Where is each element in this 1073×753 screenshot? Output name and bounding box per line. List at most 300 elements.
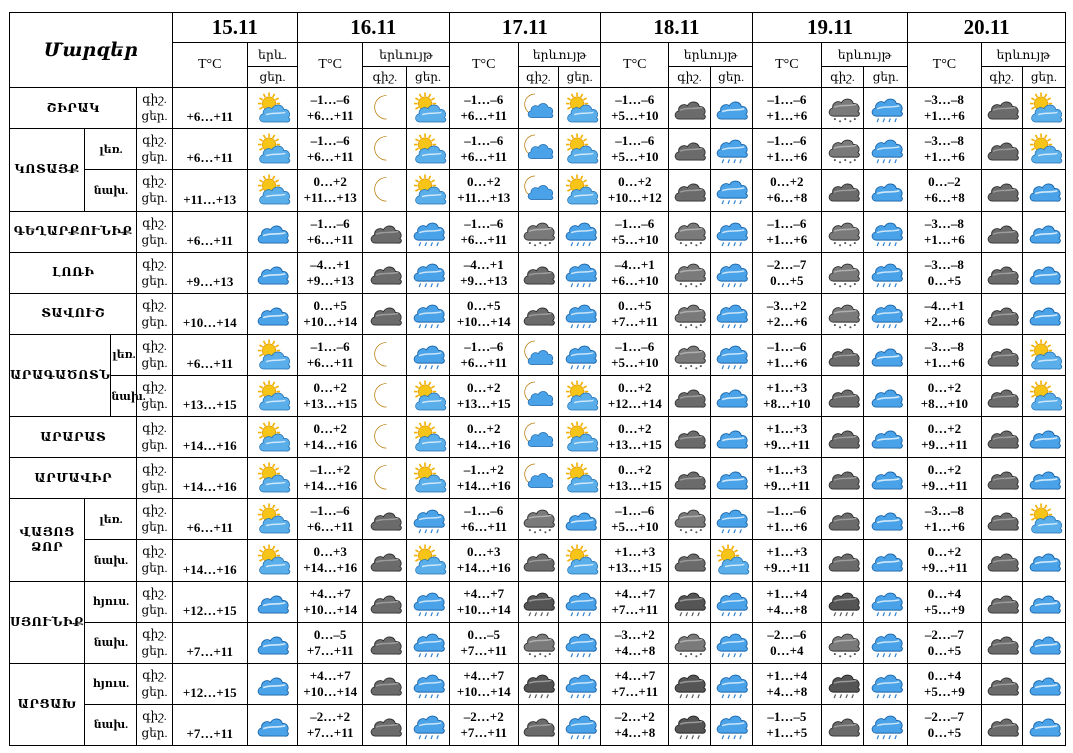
day-temp: +9…+11: [763, 437, 811, 453]
dark-cloud-icon: [518, 252, 558, 293]
dark-cloud-icon: [363, 540, 407, 581]
night-temp: 0…–2: [928, 174, 961, 190]
sun-cloud-icon: [247, 458, 297, 499]
temperature-cell: [908, 622, 981, 663]
temperature-cell: [908, 417, 981, 458]
day-temp: +4…+8: [614, 724, 656, 740]
temperature-cell: +6…+11: [172, 334, 247, 375]
moon-cloud-icon: [518, 129, 558, 170]
day-temp: +1…+6: [923, 231, 965, 247]
night-temp: +4…+7: [309, 585, 351, 601]
temperature-cell: [298, 704, 363, 745]
night-label: գիշ.: [142, 297, 167, 312]
night-day-label: [137, 211, 172, 252]
day-label: ցեր.: [141, 479, 168, 494]
night-day-label: [137, 581, 172, 622]
dark-cloud-icon: [363, 622, 407, 663]
sun-cloud-icon: [247, 88, 297, 129]
snow-cloud-icon: [518, 622, 558, 663]
temperature-cell: +6…+11: [172, 88, 247, 129]
night-temp: 0…+2: [770, 174, 804, 190]
dark-cloud-icon: [981, 704, 1022, 745]
blue-cloud-icon: [710, 458, 752, 499]
night-day-label: [137, 293, 172, 334]
temperature-cell: [908, 458, 981, 499]
rain-cloud-icon: [559, 211, 601, 252]
night-temp: +4…+7: [614, 667, 656, 683]
day-label: ցեր.: [141, 643, 168, 658]
day-temp: +6…+11: [306, 231, 354, 247]
moon-cloud-icon: [518, 170, 558, 211]
night-temp: 0…–5: [467, 626, 500, 642]
subregion-name: նախ.: [111, 375, 137, 416]
dark-cloud-icon: [981, 252, 1022, 293]
temperature-cell: [908, 293, 981, 334]
temp-header: T°C: [298, 43, 363, 88]
night-temp: 0…+5: [618, 297, 652, 313]
temperature-cell: [752, 293, 821, 334]
night-temp: +1…+4: [766, 667, 808, 683]
blue-cloud-icon: [864, 334, 908, 375]
rain-cloud-icon: [710, 252, 752, 293]
night-temp: –2…–7: [767, 256, 807, 272]
dark-cloud-icon: [981, 375, 1022, 416]
region-name: ԱՐՑԱԽ: [10, 663, 85, 745]
day-header: ցեր.: [407, 67, 449, 88]
temperature-cell: [449, 252, 518, 293]
dark-cloud-icon: [821, 540, 863, 581]
temperature-cell: [449, 375, 518, 416]
temperature-cell: [449, 129, 518, 170]
night-header: գիշ.: [821, 67, 863, 88]
blue-cloud-icon: [247, 211, 297, 252]
sun-cloud-icon: [407, 88, 449, 129]
night-day-label: [137, 252, 172, 293]
day-header: ցեր.: [247, 67, 297, 88]
temp-header: T°C: [172, 43, 247, 88]
region-name: ՍՅՈՒՆԻՔ: [10, 581, 85, 663]
night-temp: –4…+1: [614, 256, 655, 272]
moon-icon: [363, 458, 407, 499]
temperature-cell: [908, 252, 981, 293]
dark-cloud-icon: [821, 170, 863, 211]
rain-dark-icon: [669, 663, 710, 704]
rain-cloud-icon: [559, 334, 601, 375]
night-temp: +1…+3: [614, 544, 656, 560]
temperature-cell: [449, 170, 518, 211]
day-label: ցեր.: [141, 314, 168, 329]
day-temp: +9…+13: [306, 272, 354, 288]
temperature-cell: [449, 211, 518, 252]
snow-cloud-icon: [669, 293, 710, 334]
rain-cloud-icon: [407, 499, 449, 540]
night-label: գիշ.: [142, 462, 167, 477]
night-label: գիշ.: [142, 256, 167, 271]
day-label: ցեր.: [141, 438, 168, 453]
sun-cloud-icon: [559, 88, 601, 129]
temperature-cell: [908, 581, 981, 622]
day-temp: +1…+5: [766, 724, 808, 740]
snow-cloud-icon: [821, 88, 863, 129]
sun-cloud-icon: [247, 375, 297, 416]
temperature-cell: +14…+16: [172, 458, 247, 499]
night-temp: –1…–6: [464, 92, 504, 108]
region-name: ԿՈՏԱՅՔ: [10, 129, 85, 211]
day-temp: +6…+8: [923, 190, 965, 206]
day-temp: +11…+13: [303, 190, 357, 206]
rain-cloud-icon: [864, 581, 908, 622]
rain-cloud-icon: [864, 622, 908, 663]
temperature-cell: [752, 129, 821, 170]
rain-cloud-icon: [407, 622, 449, 663]
rain-dark-icon: [518, 581, 558, 622]
day-temp: +5…+10: [611, 149, 659, 165]
blue-cloud-icon: [1022, 417, 1065, 458]
night-temp: –1…–6: [767, 92, 807, 108]
temperature-cell: [908, 663, 981, 704]
dark-cloud-icon: [363, 293, 407, 334]
night-temp: +4…+7: [463, 667, 505, 683]
rain-cloud-icon: [559, 293, 601, 334]
blue-cloud-icon: [1022, 293, 1065, 334]
rain-cloud-icon: [407, 211, 449, 252]
temperature-cell: [449, 540, 518, 581]
day-temp: 0…+5: [770, 272, 804, 288]
rain-dark-icon: [821, 581, 863, 622]
temperature-cell: +7…+11: [172, 704, 247, 745]
moon-icon: [363, 417, 407, 458]
day-temp: +6…+10: [611, 272, 659, 288]
dark-cloud-icon: [363, 663, 407, 704]
dark-cloud-icon: [981, 129, 1022, 170]
day-temp: +9…+11: [921, 478, 968, 494]
night-day-label: [137, 663, 172, 704]
day-temp: +5…+10: [611, 231, 659, 247]
night-temp: 0…+2: [313, 174, 347, 190]
dark-cloud-icon: [669, 540, 710, 581]
night-temp: –4…+1: [463, 256, 504, 272]
night-temp: –3…–8: [924, 133, 964, 149]
day-temp: 0…+5: [927, 724, 962, 740]
temperature-cell: [752, 211, 821, 252]
day-label: ցեր.: [141, 520, 168, 535]
night-day-label: [137, 540, 172, 581]
rain-cloud-icon: [864, 211, 908, 252]
moon-cloud-icon: [518, 334, 558, 375]
temperature-cell: +7…+11: [172, 622, 247, 663]
night-temp: +1…+4: [766, 585, 808, 601]
night-temp: –2…+2: [614, 708, 655, 724]
sun-cloud-icon: [407, 540, 449, 581]
day-temp: +1…+6: [766, 354, 808, 370]
rain-cloud-icon: [559, 663, 601, 704]
night-temp: –1…–6: [615, 133, 655, 149]
night-temp: 0…+2: [467, 174, 501, 190]
temperature-cell: [298, 417, 363, 458]
temperature-cell: [298, 540, 363, 581]
day-temp: +6…+11: [460, 149, 508, 165]
day-temp: +1…+6: [766, 231, 808, 247]
rain-dark-icon: [669, 704, 710, 745]
dark-cloud-icon: [821, 499, 863, 540]
temperature-cell: [601, 663, 669, 704]
night-temp: –4…+1: [310, 256, 351, 272]
night-temp: +1…+3: [766, 421, 808, 437]
day-temp: +14…+16: [303, 437, 358, 453]
temperature-cell: [601, 622, 669, 663]
night-temp: –1…–6: [310, 133, 350, 149]
region-name: ՏԱՎՈՒՇ: [10, 293, 137, 334]
snow-cloud-icon: [821, 211, 863, 252]
snow-cloud-icon: [669, 252, 710, 293]
snow-cloud-icon: [669, 622, 710, 663]
moon-cloud-icon: [518, 375, 558, 416]
temperature-cell: [601, 334, 669, 375]
night-temp: –1…–6: [615, 92, 655, 108]
temperature-cell: [298, 663, 363, 704]
subregion-name: լեռ.: [85, 129, 137, 170]
night-temp: –3…–8: [924, 215, 964, 231]
day-label: ցեր.: [141, 232, 168, 247]
day-temp: +5…+10: [611, 354, 659, 370]
temperature-cell: [601, 581, 669, 622]
day-temp: +10…+14: [303, 683, 358, 699]
temperature-cell: [601, 704, 669, 745]
night-temp: –3…–8: [924, 338, 964, 354]
day-temp: +7…+11: [611, 313, 659, 329]
temperature-cell: +11…+13: [172, 170, 247, 211]
rain-cloud-icon: [559, 704, 601, 745]
night-temp: 0…+2: [313, 380, 347, 395]
night-temp: +4…+7: [463, 585, 505, 601]
dark-cloud-icon: [821, 375, 863, 416]
blue-cloud-icon: [1022, 704, 1065, 745]
subregion-name: լեռ.: [111, 334, 137, 375]
night-temp: –1…–6: [615, 503, 655, 519]
day-temp: +2…+6: [923, 313, 965, 329]
day-temp: +10…+14: [456, 683, 511, 699]
night-temp: –1…–6: [310, 215, 350, 231]
rain-cloud-icon: [864, 129, 908, 170]
temperature-cell: [908, 704, 981, 745]
dark-cloud-icon: [981, 540, 1022, 581]
temperature-cell: [601, 252, 669, 293]
day-temp: +9…+13: [460, 272, 508, 288]
day-label: ցեր.: [141, 273, 168, 288]
sun-cloud-icon: [1022, 499, 1065, 540]
night-temp: +1…+3: [766, 462, 808, 478]
night-day-label: [137, 375, 172, 416]
night-temp: +1…+3: [766, 544, 808, 560]
dark-cloud-icon: [518, 293, 558, 334]
rain-dark-icon: [821, 663, 863, 704]
blue-cloud-icon: [1022, 458, 1065, 499]
day-temp: +4…+8: [614, 642, 656, 658]
night-label: գիշ.: [142, 708, 167, 723]
moon-icon: [363, 170, 407, 211]
day-temp: +4…+8: [766, 683, 808, 699]
snow-cloud-icon: [821, 252, 863, 293]
dark-cloud-icon: [518, 704, 558, 745]
night-temp: +4…+7: [614, 585, 656, 601]
temperature-cell: [601, 458, 669, 499]
night-temp: 0…–5: [313, 626, 347, 642]
temperature-cell: [908, 334, 981, 375]
temperature-cell: [908, 170, 981, 211]
day-temp: +4…+8: [766, 601, 808, 617]
day-temp: +6…+11: [306, 519, 354, 535]
night-temp: –2…+2: [463, 708, 504, 724]
region-name: ԼՈՌԻ: [10, 252, 137, 293]
subregion-name: նախ.: [85, 170, 137, 211]
sun-cloud-icon: [407, 129, 449, 170]
night-temp: –1…–6: [464, 215, 504, 231]
region-name: ԳԵՂԱՐՔՈՒՆԻՔ: [10, 211, 137, 252]
day-temp: +7…+11: [460, 724, 508, 740]
day-temp: +7…+11: [611, 601, 659, 617]
temperature-cell: [752, 88, 821, 129]
day-header: ցեր.: [864, 67, 908, 88]
temperature-cell: [298, 581, 363, 622]
night-temp: –3…+2: [614, 626, 655, 642]
dark-cloud-icon: [669, 375, 710, 416]
temperature-cell: +14…+16: [172, 417, 247, 458]
blue-cloud-icon: [247, 704, 297, 745]
phenomenon-header: երև.: [247, 43, 297, 67]
temperature-cell: [752, 581, 821, 622]
rain-cloud-icon: [710, 663, 752, 704]
rain-dark-icon: [669, 581, 710, 622]
night-temp: 0…+4: [927, 585, 962, 601]
subregion-name: նախ.: [85, 704, 137, 745]
day-temp: +6…+11: [306, 354, 354, 370]
phenomenon-header: երևույթ: [518, 43, 600, 67]
date-header: 20.11: [908, 13, 1066, 43]
dark-cloud-icon: [981, 581, 1022, 622]
temperature-cell: [908, 540, 981, 581]
sun-cloud-icon: [1022, 375, 1065, 416]
day-label: ցեր.: [141, 191, 168, 206]
day-temp: +5…+10: [611, 108, 659, 124]
day-temp: +1…+6: [923, 519, 965, 535]
day-temp: +13…+15: [607, 560, 662, 576]
temperature-cell: [752, 540, 821, 581]
sun-cloud-icon: [710, 540, 752, 581]
night-label: գիշ.: [142, 585, 167, 600]
dark-cloud-icon: [981, 663, 1022, 704]
day-temp: +2…+6: [766, 313, 808, 329]
temperature-cell: [752, 417, 821, 458]
temperature-cell: [298, 129, 363, 170]
temperature-cell: [298, 211, 363, 252]
day-temp: +13…+15: [607, 437, 662, 453]
day-temp: +14…+16: [456, 560, 511, 576]
night-header: գիշ.: [363, 67, 407, 88]
night-temp: –2…+2: [310, 708, 351, 724]
dark-cloud-icon: [821, 334, 863, 375]
sun-cloud-icon: [407, 458, 449, 499]
day-header: ցեր.: [1022, 67, 1065, 88]
day-temp: +5…+9: [923, 683, 965, 699]
night-temp: 0…+2: [313, 421, 347, 437]
temp-header: T°C: [449, 43, 518, 88]
day-temp: 0…+5: [927, 642, 962, 658]
sun-cloud-icon: [247, 334, 297, 375]
sun-cloud-icon: [1022, 129, 1065, 170]
night-temp: –1…–6: [767, 338, 807, 354]
night-temp: –1…–6: [464, 338, 504, 354]
day-temp: +7…+11: [460, 642, 508, 658]
night-temp: –1…+2: [310, 462, 351, 478]
night-day-label: [137, 622, 172, 663]
snow-cloud-icon: [669, 334, 710, 375]
snow-cloud-icon: [669, 211, 710, 252]
day-temp: +8…+10: [763, 396, 811, 411]
blue-cloud-icon: [864, 458, 908, 499]
rain-cloud-icon: [407, 663, 449, 704]
blue-cloud-icon: [864, 170, 908, 211]
subregion-name: նախ.: [85, 540, 137, 581]
night-temp: 0…+4: [927, 667, 962, 683]
night-label: գիշ.: [142, 133, 167, 148]
night-temp: –1…+2: [463, 462, 504, 478]
dark-cloud-icon: [981, 499, 1022, 540]
day-temp: +7…+11: [611, 683, 659, 699]
day-temp: +10…+14: [456, 313, 511, 329]
dark-cloud-icon: [981, 293, 1022, 334]
temperature-cell: [752, 375, 821, 416]
region-name: ՎԱՅՈՑ ՁՈՐ: [10, 499, 85, 581]
phenomenon-header: երևույթ: [821, 43, 907, 67]
night-temp: –1…–6: [310, 503, 350, 519]
sun-cloud-icon: [559, 458, 601, 499]
date-header: 19.11: [752, 13, 908, 43]
day-temp: +14…+16: [456, 478, 511, 494]
temperature-cell: +12…+15: [172, 581, 247, 622]
night-temp: 0…+2: [467, 421, 501, 437]
day-temp: +13…+15: [303, 396, 358, 411]
temperature-cell: [908, 499, 981, 540]
night-temp: 0…+2: [927, 462, 962, 478]
day-temp: +1…+6: [923, 108, 965, 124]
day-temp: +5…+9: [923, 601, 965, 617]
temperature-cell: [908, 88, 981, 129]
temperature-cell: +14…+16: [172, 540, 247, 581]
rain-cloud-icon: [559, 622, 601, 663]
day-temp: +14…+16: [456, 437, 511, 453]
dark-cloud-icon: [669, 458, 710, 499]
temperature-cell: [752, 170, 821, 211]
day-temp: +6…+11: [460, 108, 508, 124]
day-temp: +6…+11: [306, 149, 354, 165]
night-temp: –3…–8: [924, 256, 964, 272]
night-day-label: [137, 334, 172, 375]
date-header: 18.11: [601, 13, 753, 43]
temperature-cell: [449, 417, 518, 458]
temperature-cell: [449, 581, 518, 622]
date-header: 17.11: [449, 13, 601, 43]
temperature-cell: [449, 88, 518, 129]
rain-cloud-icon: [710, 170, 752, 211]
temperature-cell: +9…+13: [172, 252, 247, 293]
day-header: ցեր.: [710, 67, 752, 88]
region-name: ԱՐԱՐԱՏ: [10, 417, 137, 458]
blue-cloud-icon: [247, 252, 297, 293]
temperature-cell: [752, 499, 821, 540]
blue-cloud-icon: [559, 499, 601, 540]
phenomenon-header: երևույթ: [669, 43, 752, 67]
snow-cloud-icon: [821, 622, 863, 663]
